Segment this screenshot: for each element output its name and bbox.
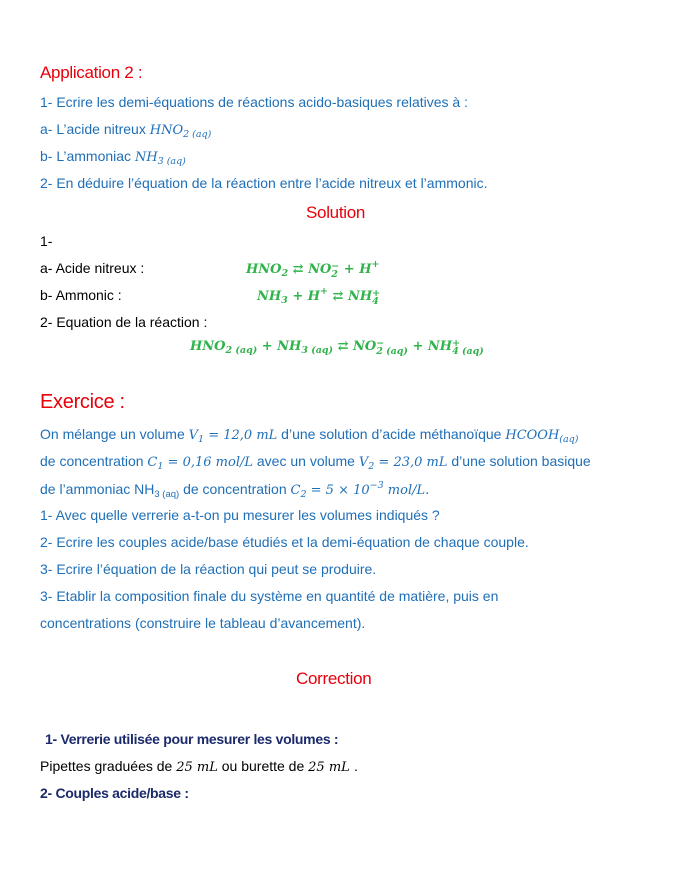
equation-ammonia: $NH_3 + H^+$ ⇄ NH + 4	[257, 286, 381, 307]
solution-b-label: b- Ammonic :	[40, 287, 122, 303]
application-title: Application 2 :	[40, 63, 143, 82]
application-question-2: 2- En déduire l’équation de la réaction entre l’acide nitreux et l’ammonic.	[40, 175, 488, 191]
correction-title: Correction	[296, 669, 372, 688]
correction-heading-1: 1- Verrerie utilisée pour mesurer les volumes :	[45, 731, 339, 747]
exercice-question-1: 1- Avec quelle verrerie a-t-on pu mesurer les volumes indiqués ?	[40, 507, 440, 523]
correction-heading-2: 2- Couples acide/base :	[40, 785, 189, 801]
equation-nitrous-acid: $HNO_2$ ⇄ NO − 2 + H+	[246, 259, 380, 280]
exercice-question-4b: concentrations (construire le tableau d’avancement).	[40, 615, 366, 631]
equation-overall-reaction: $HNO_{2 (aq)} + NH_{3 (aq)}$ ⇄ NO − 2 (aq) + NH + 4 (aq)	[190, 338, 484, 357]
exercice-line-3: de l’ammoniac $NH_{3 (aq)}$ de concentration $C_2 = 5 \times 10^{-3}$ mol/L.	[40, 480, 430, 500]
correction-paragraph-1: Pipettes graduées de 25 mL ou burette de 25 mL .	[40, 758, 358, 775]
application-question-1b: b- L’ammoniac $NH_{3 (aq)}$	[40, 148, 186, 167]
solution-part-1: 1-	[40, 233, 53, 249]
solution-title: Solution	[306, 203, 366, 222]
exercice-line-1: On mélange un volume $V_1 = 12,0$ mL d’une solution d’acide méthanoïque $HCOOH_{(aq)}$	[40, 426, 579, 445]
exercice-title: Exercice :	[40, 391, 125, 413]
solution-part-2: 2- Equation de la réaction :	[40, 314, 208, 330]
application-question-1a: a- L’acide nitreux $HNO_{2 (aq)}$	[40, 121, 212, 140]
exercice-question-3: 3- Ecrire l’équation de la réaction qui peut se produire.	[40, 561, 377, 577]
solution-a-label: a- Acide nitreux :	[40, 260, 145, 276]
exercice-line-2: de concentration $C_1 = 0,16$ mol/L avec un volume $V_2 = 23,0$ mL d’une solution basique	[40, 453, 591, 472]
exercice-question-2: 2- Ecrire les couples acide/base étudiés et la demi-équation de chaque couple.	[40, 534, 529, 550]
application-question-1: 1- Ecrire les demi-équations de réactions acido-basiques relatives à :	[40, 94, 468, 110]
exercice-question-4a: 3- Etablir la composition finale du système en quantité de matière, puis en	[40, 588, 499, 604]
